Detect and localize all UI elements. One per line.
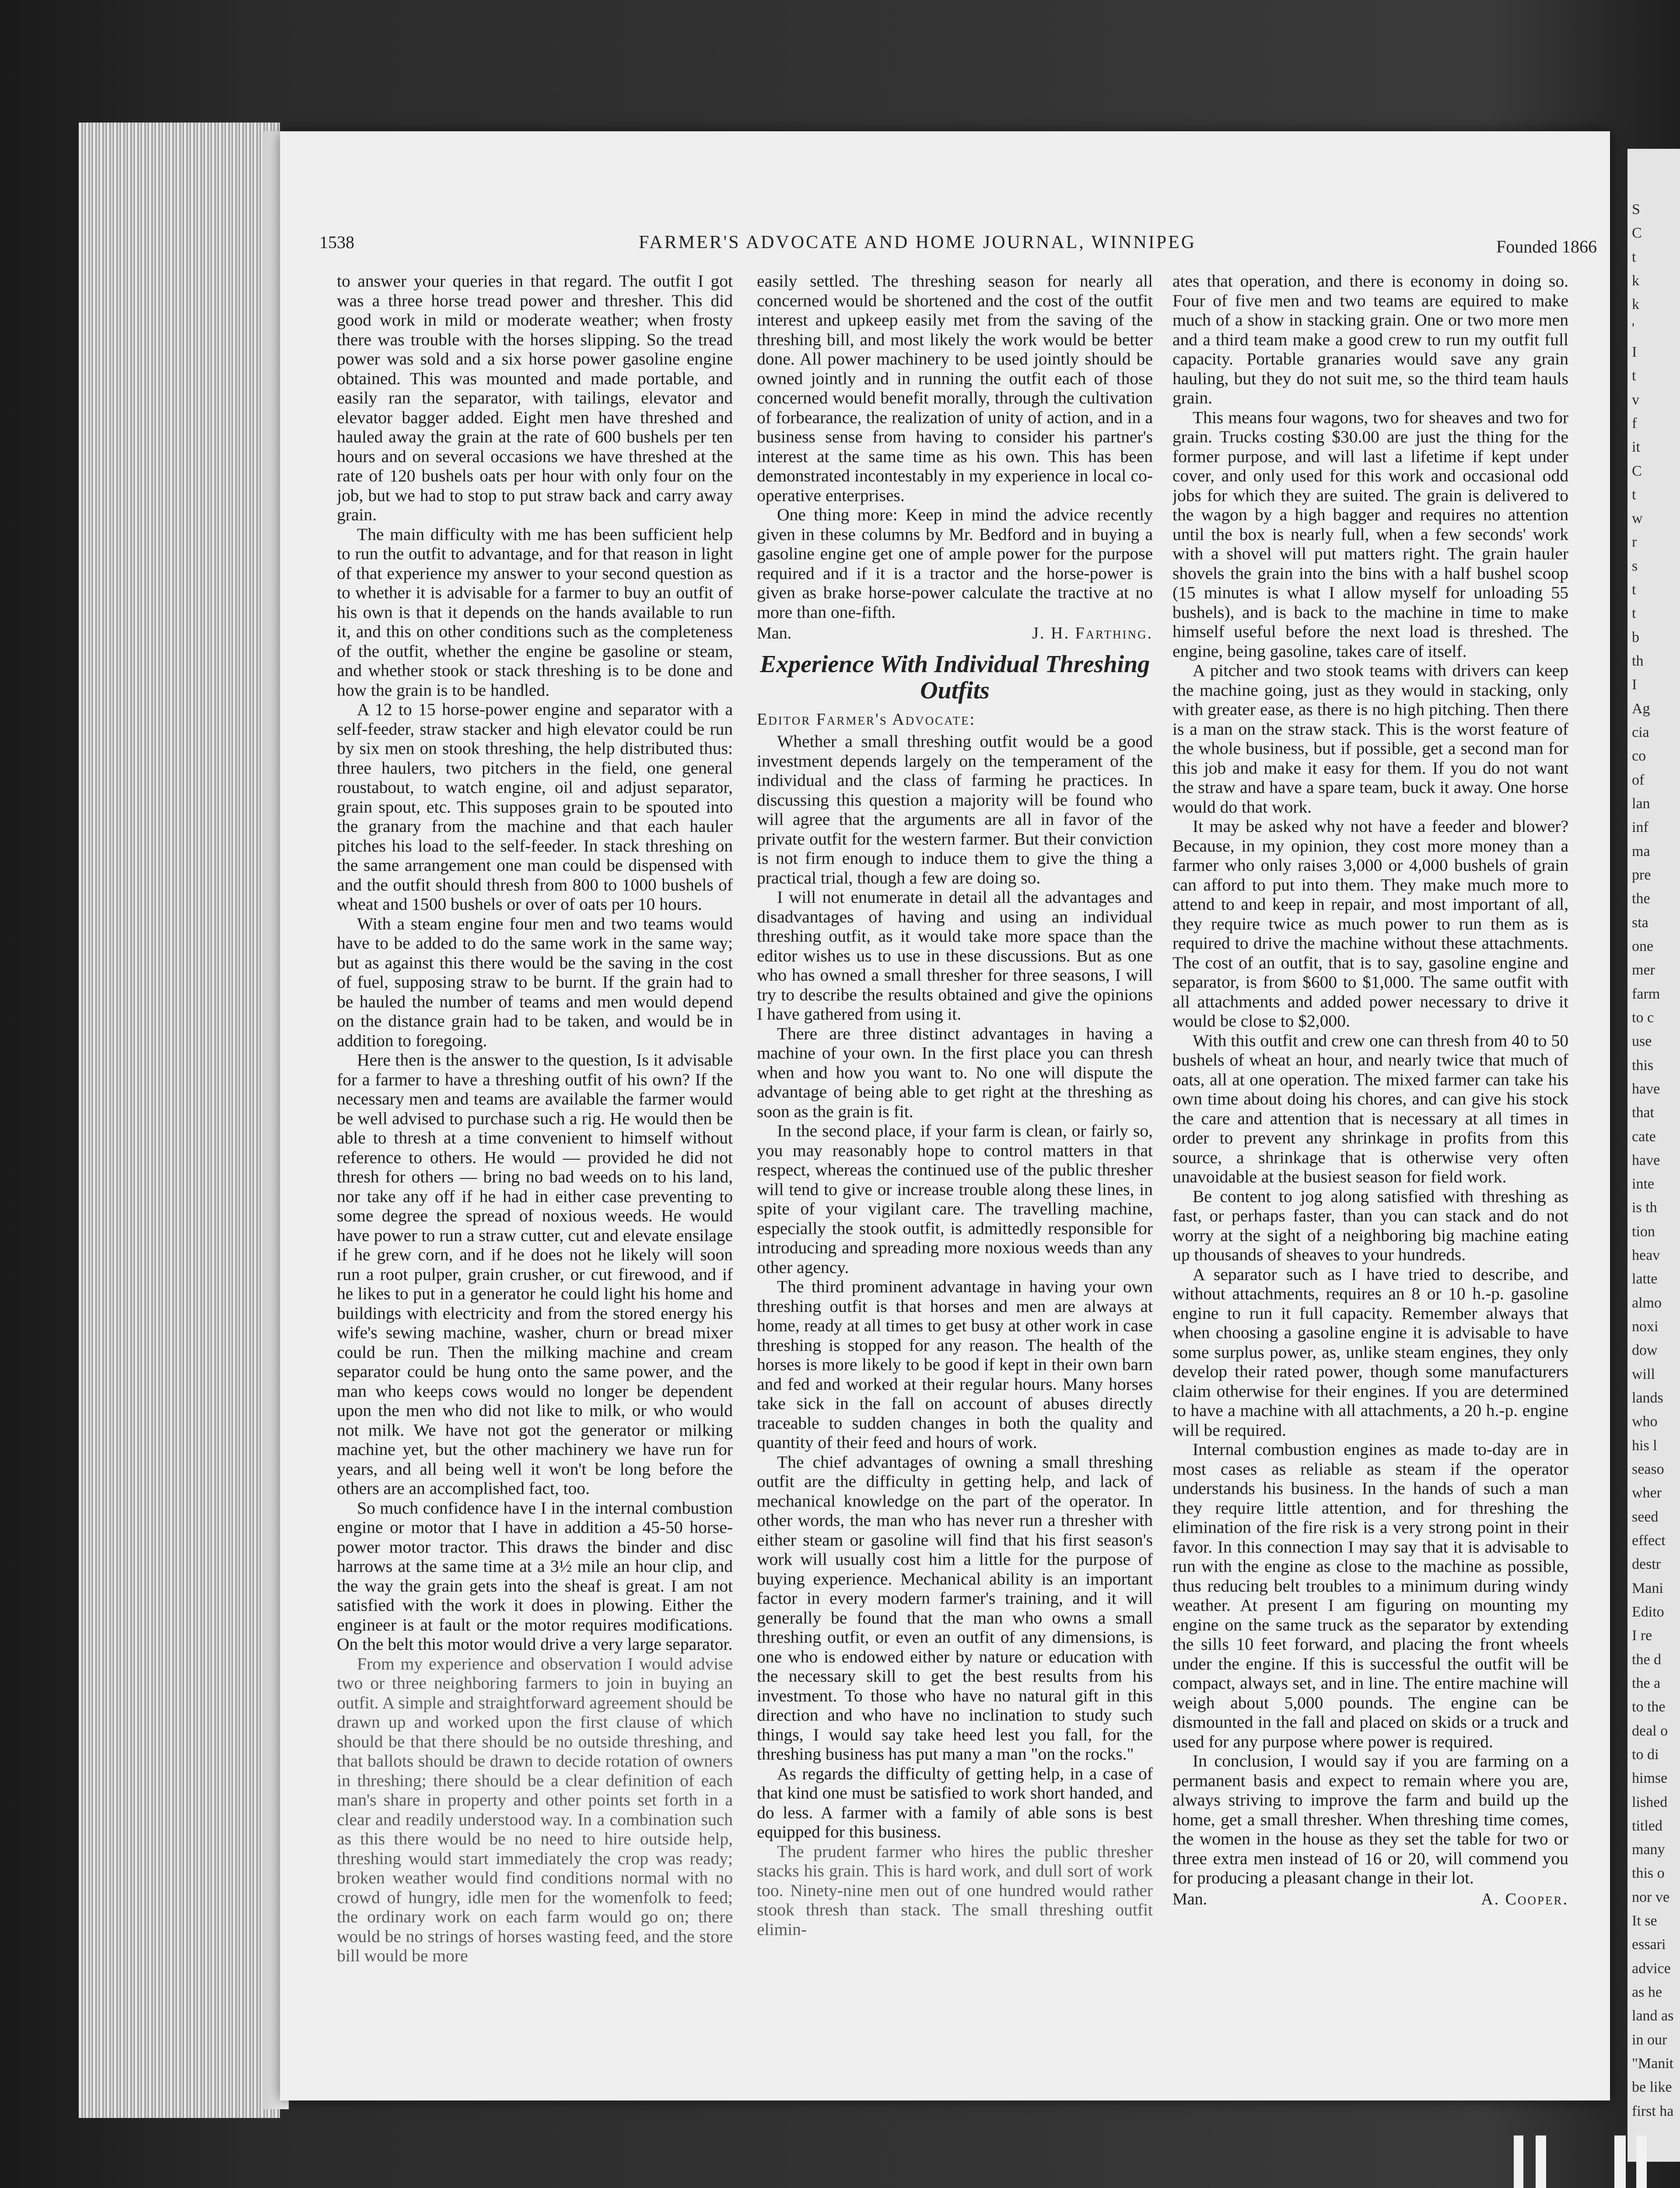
newspaper-page [280,131,1610,2100]
paragraph: I will not enumerate in detail all the advantages and disadvantages of having and using an individual threshing outfit, as it would take more space than the editor wishes us to use in these discussions. But as one who has owned a small thresher for three seasons, I will try to describe the results obtained and give the opinions I have gathered from using it. [757,887,1153,1024]
next-page-edge [1628,149,1680,2162]
scanner-bar [1536,2135,1546,2188]
paragraph: So much confidence have I in the internal combustion engine or motor that I have in addition a 45-50 horse-power motor tractor. This draws the binder and disc harrows at the same time at a 3½ mile an hour clip, and the way the grain gets into the sheaf is great. I am not satisfied with the work it does in plowing. Either the engineer is at fault or the motor requires modifications. On the belt this motor would drive a very large separator. [337,1498,733,1654]
next-page-fragment: seaso [1632,1461,1664,1477]
paragraph: Here then is the answer to the question, Is it advisable for a farmer to have a threshing outfit of his own? If the necessary men and teams are available the farmer would be well advised to purchase such a rig. He would then be able to thresh at a time convenient to himself without reference to others. He would — provided he did not thresh for others — bring no bad weeds on to his land, nor take any off if he had in either case preventing to some degree the spread of noxious weeds. He would have power to run a straw cutter, cut and elevate ensilage if he grew corn, and if he does not he likely will soon run a root pulper, grain crusher, or cut firewood, and if he likes to put in a generator he could light his home and buildings with electricity and from the stored energy his wife's sewing machine, washer, churn or bread mixer could be run. Then the milking machine and cream separator could be hung onto the same power, and the man who keeps cows would no longer be dependent upon the men who did not like to milk, or who would not milk. We have not got the generator or milking machine yet, but the other machinery we have run for years, and all being well it won't be long before the others are an accomplished fact, too. [337,1050,733,1498]
next-page-fragment: Mani [1632,1580,1663,1596]
next-page-fragment: ma [1632,843,1650,859]
next-page-fragment: I [1632,677,1637,693]
signoff-name: J. H. Farthing. [1032,624,1153,642]
book-page-edges [79,123,280,2118]
next-page-fragment: inte [1632,1176,1654,1192]
paragraph: ates that operation, and there is economy in doing so. Four of five men and two teams are equired to make much of a show in stacking grain. One or two more men and a third team make a good crew to run my outfit full capacity. Portable granaries would save any grain hauling, but they do not suit me, so the third team hauls grain. [1172,271,1568,407]
next-page-fragment: t [1632,605,1636,622]
next-page-fragment: t [1632,368,1636,384]
next-page-fragment: C [1632,225,1642,242]
column-1 [337,271,733,2013]
paragraph: In conclusion, I would say if you are farming on a permanent basis and expect to remain where you are, always striving to improve the farm and build up the home, get a small thresher. When threshing time comes, the women in the house as they set the table for two or three extra men instead of 16 or 20, will commend you for producing a pleasant change in their lot. [1172,1751,1568,1887]
paragraph: One thing more: Keep in mind the advice recently given in these columns by Mr. Bedford and in buying a gasoline engine get one of ample power for the purpose required and if it is a tractor and the horse-power is given as brake horse-power calculate the tractive at no more than one-fifth. [757,505,1153,622]
next-page-fragment: in our [1632,2031,1667,2048]
next-page-fragment: dow [1632,1342,1658,1359]
next-page-fragment: have [1632,1152,1660,1168]
paragraph: It may be asked why not have a feeder and blower? Because, in my opinion, they cost more money than a farmer who only raises 3,000 or 4,000 bushels of grain can afford to put into them. They make much more to attend to and keep in repair, and most important of all, they require twice as much power to run them as is required to drive the machine without these attachments. The cost of an outfit, that is to say, gasoline engine and separator, is from $600 to $1,000. The same outfit with all attachments and added power necessary to drive it would be close to $2,000. [1172,817,1568,1031]
next-page-fragment: almo [1632,1294,1662,1311]
next-page-fragment: s [1632,558,1638,574]
next-page-fragment: co [1632,748,1646,764]
paragraph: As regards the difficulty of getting help, in a case of that kind one must be satisfied to work short handed, and do less. A farmer with a family of able sons is best equipped for this business. [757,1764,1153,1841]
next-page-fragment: this o [1632,1865,1665,1882]
paragraph: From my experience and observation I would advise two or three neighboring farmers to join in buying an outfit. A simple and straightforward agreement should be drawn up and worked upon the first clause of which should be that there should be no outside threshing, and that ballots should be drawn to decide rotation of owners in threshing; there should be a clear definition of each man's share in property and other points set forth in a clear and readily understood way. In a combination such as this there would be no need to hire outside help, threshing would start immediately the crop was ready; broken weather would find conditions normal with no crowd of hungry, idle men for the womenfolk to feed; the ordinary work on each farm would go on; there would be no strings of horses wasting feed, and the store bill would be more [337,1654,733,1965]
editor-salutation: Editor Farmer's Advocate: [757,710,976,729]
next-page-fragment: inf [1632,819,1648,836]
paragraph: With this outfit and crew one can thresh from 40 to 50 bushels of wheat an hour, and nearly twice that much of oats, all at one operation. The mixed farmer can take his own time about doing his chores, and can give his stock the care and attention that is necessary at all times in order to prevent any shrinkage in profits from this source, a shrinkage that is otherwise very often unavoidable at the busiest season for field work. [1172,1031,1568,1186]
article-headline: Experience With Individual Threshing Outfits [760,650,1150,704]
next-page-fragment: to the [1632,1699,1666,1715]
next-page-fragment: k [1632,296,1639,313]
signoff-cooper [1172,1890,1568,1909]
next-page-fragment: mer [1632,962,1655,978]
next-page-fragment: many [1632,1841,1665,1858]
scanner-bar [1636,2135,1647,2188]
next-page-fragment: of [1632,771,1645,788]
next-page-fragment: lished [1632,1794,1668,1810]
next-page-fragment: sta [1632,914,1648,931]
next-page-fragment: destr [1632,1556,1661,1573]
paragraph: Be content to jog along satisfied with threshing as fast, or perhaps faster, than you can stack and do not worry at the sight of a neighboring big machine eating up thousands of sheaves to your hundreds. [1172,1186,1568,1264]
paragraph: The main difficulty with me has been sufficient help to run the outfit to advantage, and for that reason in light of that experience my answer to your second question as to whether it is advisable for a farmer to buy an outfit of his own is that it depends on the hands available to run it, and this on other conditions such as the completeness of the outfit, whether the engine be gasoline or steam, and whether stook or stack threshing is to be done and how the grain is to be handled. [337,524,733,700]
next-page-fragment: Edito [1632,1603,1664,1620]
next-page-fragment: latte [1632,1271,1658,1287]
signoff-name: A. Cooper. [1481,1890,1568,1908]
next-page-fragment: advice [1632,1960,1671,1977]
next-page-fragment: use [1632,1033,1652,1050]
next-page-fragment: nor ve [1632,1889,1670,1905]
next-page-fragment: effect [1632,1532,1666,1549]
next-page-fragment: tion [1632,1223,1655,1240]
next-page-fragment: k [1632,272,1639,289]
next-page-fragment: is th [1632,1199,1657,1216]
next-page-fragment: his l [1632,1437,1657,1454]
signoff-place: Man. [757,624,792,642]
next-page-fragment: t [1632,249,1636,265]
next-page-fragment: will [1632,1366,1655,1382]
next-page-fragment: cate [1632,1128,1656,1145]
next-page-fragment: who [1632,1413,1658,1430]
paragraph: to answer your queries in that regard. The outfit I got was a three horse tread power and thresher. This did good work in mild or moderate weather; when frosty there was trouble with the horses slipping. So the tread power was sold and a six horse power gasoline engine obtained. This was mounted and made portable, and easily ran the separator, with tailings, elevator and elevator bagger added. Eight men have threshed and hauled away the grain at the rate of 600 bushels per ten hours and on several occasions we have threshed at the rate of 120 bushels oats per hour with only four on the job, but we had to stop to put straw back and carry away grain. [337,271,733,524]
next-page-fragment: heav [1632,1247,1660,1264]
next-page-fragment: wher [1632,1485,1662,1501]
next-page-fragment: it [1632,439,1640,456]
column-2 [757,271,1153,2013]
paragraph: easily settled. The threshing season for nearly all concerned would be shortened and the cost of the outfit interest and upkeep easily met from the saving of the threshing bill, and most likely the work would be better done. All power machinery to be used jointly should be owned jointly and in running the outfit each of those concerned would benefit morally, through the cultivation of forbearance, the realization of unity of action, and in a business sense from having to consider his partner's interest at the same time as his own. This has been demonstrated incontestably in my experience in local co-operative enterprises. [757,271,1153,505]
scanner-bar [1614,2135,1626,2188]
scanner-bars [1505,2135,1662,2188]
scanner-bar [1514,2135,1523,2188]
next-page-fragment: t [1632,582,1636,598]
next-page-fragment: to c [1632,1009,1654,1026]
next-page-fragment: b [1632,629,1639,645]
founded-note: Founded 1866 [1496,237,1597,256]
next-page-fragment: S [1632,201,1640,217]
next-page-fragment: pre [1632,866,1651,883]
next-page-fragment: first ha [1632,2103,1674,2119]
next-page-fragment: lan [1632,796,1650,812]
page-number: 1538 [319,232,354,252]
next-page-fragment: I [1632,344,1637,360]
next-page-fragment: th [1632,653,1644,670]
paragraph: With a steam engine four men and two teams would have to be added to do the same work in the same way; but as against this there would be the saving in the cost of fuel, supposing straw to be burnt. If the grain had to be hauled the number of teams and men would depend on the distance grain had to be taken, and would be in addition to foregoing. [337,914,733,1050]
paragraph: The third prominent advantage in having your own threshing outfit is that horses and men are always at home, ready at all times to get busy at other work in case threshing is stopped for any reason. The health of the horses is more likely to be good if kept in their own barn and fed and worked at their regular hours. Many horses take sick in the fall on account of abuses directly traceable to sudden changes in both the quality and quantity of their feed and hours of work. [757,1277,1153,1452]
next-page-fragment: this [1632,1057,1654,1073]
next-page-fragment: v [1632,391,1639,408]
next-page-fragment: f [1632,415,1637,431]
next-page-fragment: be like [1632,2079,1672,2096]
next-page-fragment: It se [1632,1913,1657,1929]
next-page-fragment: noxi [1632,1318,1659,1335]
next-page-fragment: the [1632,891,1650,907]
signoff-farthing [757,624,1153,643]
next-page-fragment: t [1632,486,1636,503]
next-page-fragment: land as [1632,2008,1674,2024]
next-page-fragment: Ag [1632,700,1650,717]
next-page-fragment: to di [1632,1746,1659,1763]
paragraph: In the second place, if your farm is clean, or fairly so, you may reasonably hope to control matters in that respect, whereas the continued use of the public thresher will tend to give or increase trouble along these lines, in spite of your vigilant care. The travelling machine, especially the stook outfit, is admittedly responsible for introducing and spreading more noxious weeds than any other agency. [757,1121,1153,1277]
signoff-place: Man. [1172,1890,1208,1908]
next-page-fragment: seed [1632,1508,1659,1525]
paragraph: The prudent farmer who hires the public thresher stacks his grain. This is hard work, and dull sort of work too. Ninety-nine men out of one hundred would rather stook thresh than stack. The small threshing outfit elimin- [757,1841,1153,1939]
next-page-fragment: himse [1632,1770,1668,1787]
next-page-fragment: I re [1632,1627,1652,1644]
next-page-fragment: cia [1632,724,1649,741]
paragraph: This means four wagons, two for sheaves and two for grain. Trucks costing $30.00 are just the thing for the former purpose, and will last a lifetime if kept under cover, and only used for this work and occasional odd jobs for which they are suited. The grain is delivered to the wagon by a high bagger and requires no attention until the box is nearly full, when a few seconds' work with a shovel will put matters right. The grain hauler shovels the grain into the bins with a half bushel scoop (15 minutes is what I allow myself for unloading 55 bushels), and is back to the machine in time to make himself useful before the next load is threshed. The engine, being gasoline, takes care of itself. [1172,407,1568,661]
next-page-fragment: that [1632,1105,1654,1121]
next-page-fragment: have [1632,1080,1660,1097]
page-header [306,232,1601,267]
next-page-fragment: lands [1632,1390,1663,1406]
paragraph: A 12 to 15 horse-power engine and separator with a self-feeder, straw stacker and high elevator could be run by six men on stook threshing, the help distributed thus: three haulers, two pitchers in the field, one general roustabout, to watch engine, oil and adjust separator, grain spout, etc. This supposes grain to be spouted into the granary from the machine and that each hauler pitches his load to the self-feeder. In stack threshing on the same arrangement one man could be dispensed with and the outfit should thresh from 800 to 1000 bushels of wheat and 1500 bushels or over of oats per 10 hours. [337,700,733,914]
next-page-fragment: farm [1632,985,1660,1002]
next-page-fragment: w [1632,510,1643,527]
paragraph: Internal combustion engines as made to-day are in most cases as reliable as steam if the operator understands his business. In the hands of such a man they require little attention, and for threshing the elimination of the fire risk is a very strong point in their favor. In this connection I may say that it is advisable to run with the engine as close to the machine as possible, thus reducing belt troubles to a minimum during windy weather. At present I am figuring on mounting my engine on the same truck as the separator by extending the sills 10 feet forward, and placing the front wheels under the engine. If this is successful the outfit will be compact, always set, and in line. The entire machine will weigh about 5,000 pounds. The engine can be dismounted in the fall and placed on skids or a truck and used for any purpose where power is required. [1172,1440,1568,1751]
paragraph: A separator such as I have tried to describe, and without attachments, requires an 8 or 10 h.-p. gasoline engine to run it full capacity. Remember always that when choosing a gasoline engine it is advisable to have some surplus power, as, unlike steam engines, they only develop their rated power, though some manufacturers claim otherwise for their engines. If you are determined to have a machine with all attachments, a 20 h.-p. engine will be required. [1172,1264,1568,1440]
paragraph: There are three distinct advantages in having a machine of your own. In the first place you can thresh when and how you want to. No one will dispute the advantage of being able to get right at the threshing as soon as the grain is fit. [757,1024,1153,1121]
next-page-fragment: r [1632,534,1637,551]
next-page-fragment: ' [1632,320,1635,337]
next-page-fragment: C [1632,463,1642,479]
next-page-fragment: "Manit [1632,2055,1674,2072]
next-page-fragment: as he [1632,1984,1662,2001]
next-page-fragment: essari [1632,1936,1666,1953]
next-page-fragment: one [1632,938,1654,954]
next-page-fragment: the d [1632,1651,1662,1668]
next-page-fragment: titled [1632,1817,1662,1834]
paragraph: The chief advantages of owning a small threshing outfit are the difficulty in getting help, and lack of mechanical knowledge on the part of the operator. In other words, the man who has never run a thresher with either steam or gasoline will find that his first season's work will usually cost him a little for the purpose of buying experience. Mechanical ability is an important factor in every modern farmer's training, and it will generally be found that the man who owns a small threshing outfit, or even an outfit of any dimensions, is one who is endowed either by nature or education with the necessary skill to get the best results from his investment. To those who have no natural gift in this direction and who have no inclination to study such things, I would say take heed lest you fall, for the threshing business has put many a man "on the rocks." [757,1452,1153,1764]
paragraph: A pitcher and two stook teams with drivers can keep the machine going, just as they would in stacking, only with greater ease, as there is no high pitching. Then there is a man on the straw stack. This is the worst feature of the whole business, but if possible, get a second man for this job and make it easy for them. If you do not want the straw and have a spare team, buck it away. One horse would do that work. [1172,661,1568,817]
column-3 [1172,271,1568,2013]
running-head: FARMER'S ADVOCATE AND HOME JOURNAL, WINNIPEG [639,232,1197,252]
next-page-fragment: the a [1632,1675,1661,1691]
next-page-fragment: deal o [1632,1722,1668,1739]
paragraph: Whether a small threshing outfit would be a good investment depends largely on the temperament of the individual and the class of farming he practices. In discussing this question a majority will be found who will agree that the arguments are all in favor of the private outfit for the western farmer. But their conviction is not firm enough to induce them to give the thing a practical trial, though a few are doing so. [757,732,1153,887]
